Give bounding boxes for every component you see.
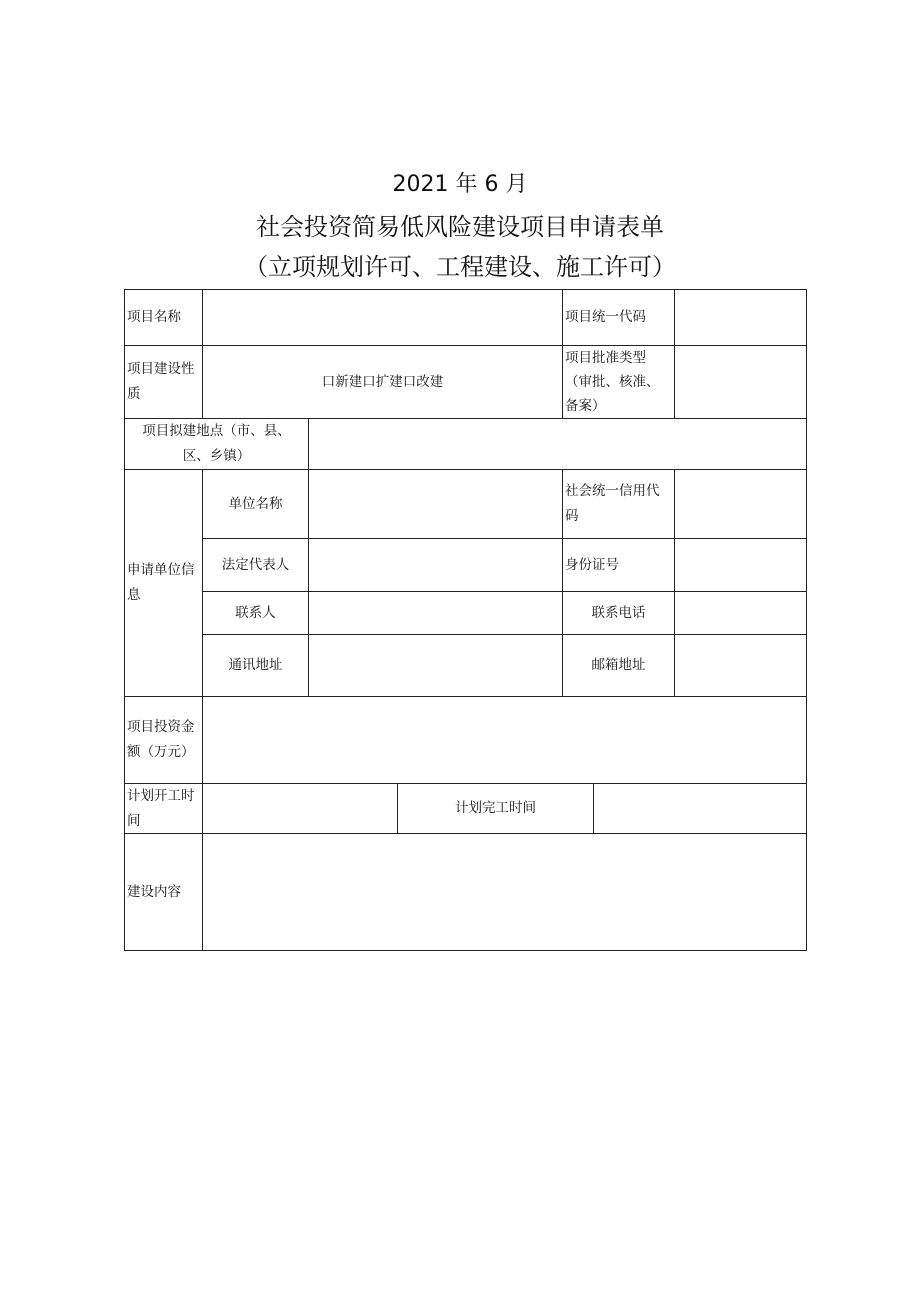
- contact-field[interactable]: [309, 592, 562, 634]
- legal-rep-field[interactable]: [309, 539, 562, 591]
- unit-name-field[interactable]: [309, 470, 562, 538]
- content-field[interactable]: [203, 834, 806, 950]
- location-label: 项目拟建地点（市、县、区、乡镇）: [142, 423, 291, 464]
- location-field[interactable]: [309, 419, 806, 469]
- credit-code-field[interactable]: [675, 470, 806, 538]
- contact-label: 联系人: [235, 604, 276, 621]
- document-title: 社会投资简易低风险建设项目申请表单: [256, 213, 664, 241]
- address-field[interactable]: [309, 635, 562, 696]
- project-code-label: 项目统一代码: [565, 309, 646, 325]
- legal-rep-label: 法定代表人: [221, 556, 290, 573]
- phone-field[interactable]: [675, 592, 806, 634]
- address-label: 通讯地址: [228, 657, 283, 673]
- construction-nature-options[interactable]: 口新建口扩建口改建: [321, 373, 444, 390]
- investment-label: 项目投资金额（万元）: [127, 719, 195, 760]
- id-number-field[interactable]: [675, 539, 806, 591]
- project-name-field[interactable]: [203, 290, 562, 345]
- document-subtitle: （立项规划许可、工程建设、施工许可）: [244, 253, 676, 281]
- content-label: 建设内容: [127, 883, 181, 900]
- application-form-table: [124, 289, 807, 951]
- project-name-label: 项目名称: [127, 309, 181, 325]
- document-date: 2021 年 6 月: [392, 172, 528, 197]
- title-block: [0, 168, 920, 286]
- approval-type-field[interactable]: [675, 346, 806, 418]
- approval-type-label: 项目批准类型（审批、核准、备案）: [565, 350, 660, 414]
- email-field[interactable]: [675, 635, 806, 696]
- investment-field[interactable]: [203, 697, 806, 783]
- end-time-label: 计划完工时间: [455, 800, 536, 816]
- construction-nature-label: 项目建设性质: [127, 361, 195, 402]
- email-label: 邮箱地址: [591, 657, 646, 673]
- id-number-label: 身份证号: [565, 556, 619, 573]
- credit-code-label: 社会统一信用代码: [565, 483, 660, 524]
- end-time-field[interactable]: [594, 784, 806, 833]
- applicant-info-label: 申请单位信息: [127, 562, 195, 603]
- project-code-field[interactable]: [675, 290, 806, 345]
- phone-label: 联系电话: [591, 604, 646, 621]
- unit-name-label: 单位名称: [228, 495, 283, 512]
- start-time-field[interactable]: [203, 784, 397, 833]
- start-time-label: 计划开工时间: [127, 787, 195, 829]
